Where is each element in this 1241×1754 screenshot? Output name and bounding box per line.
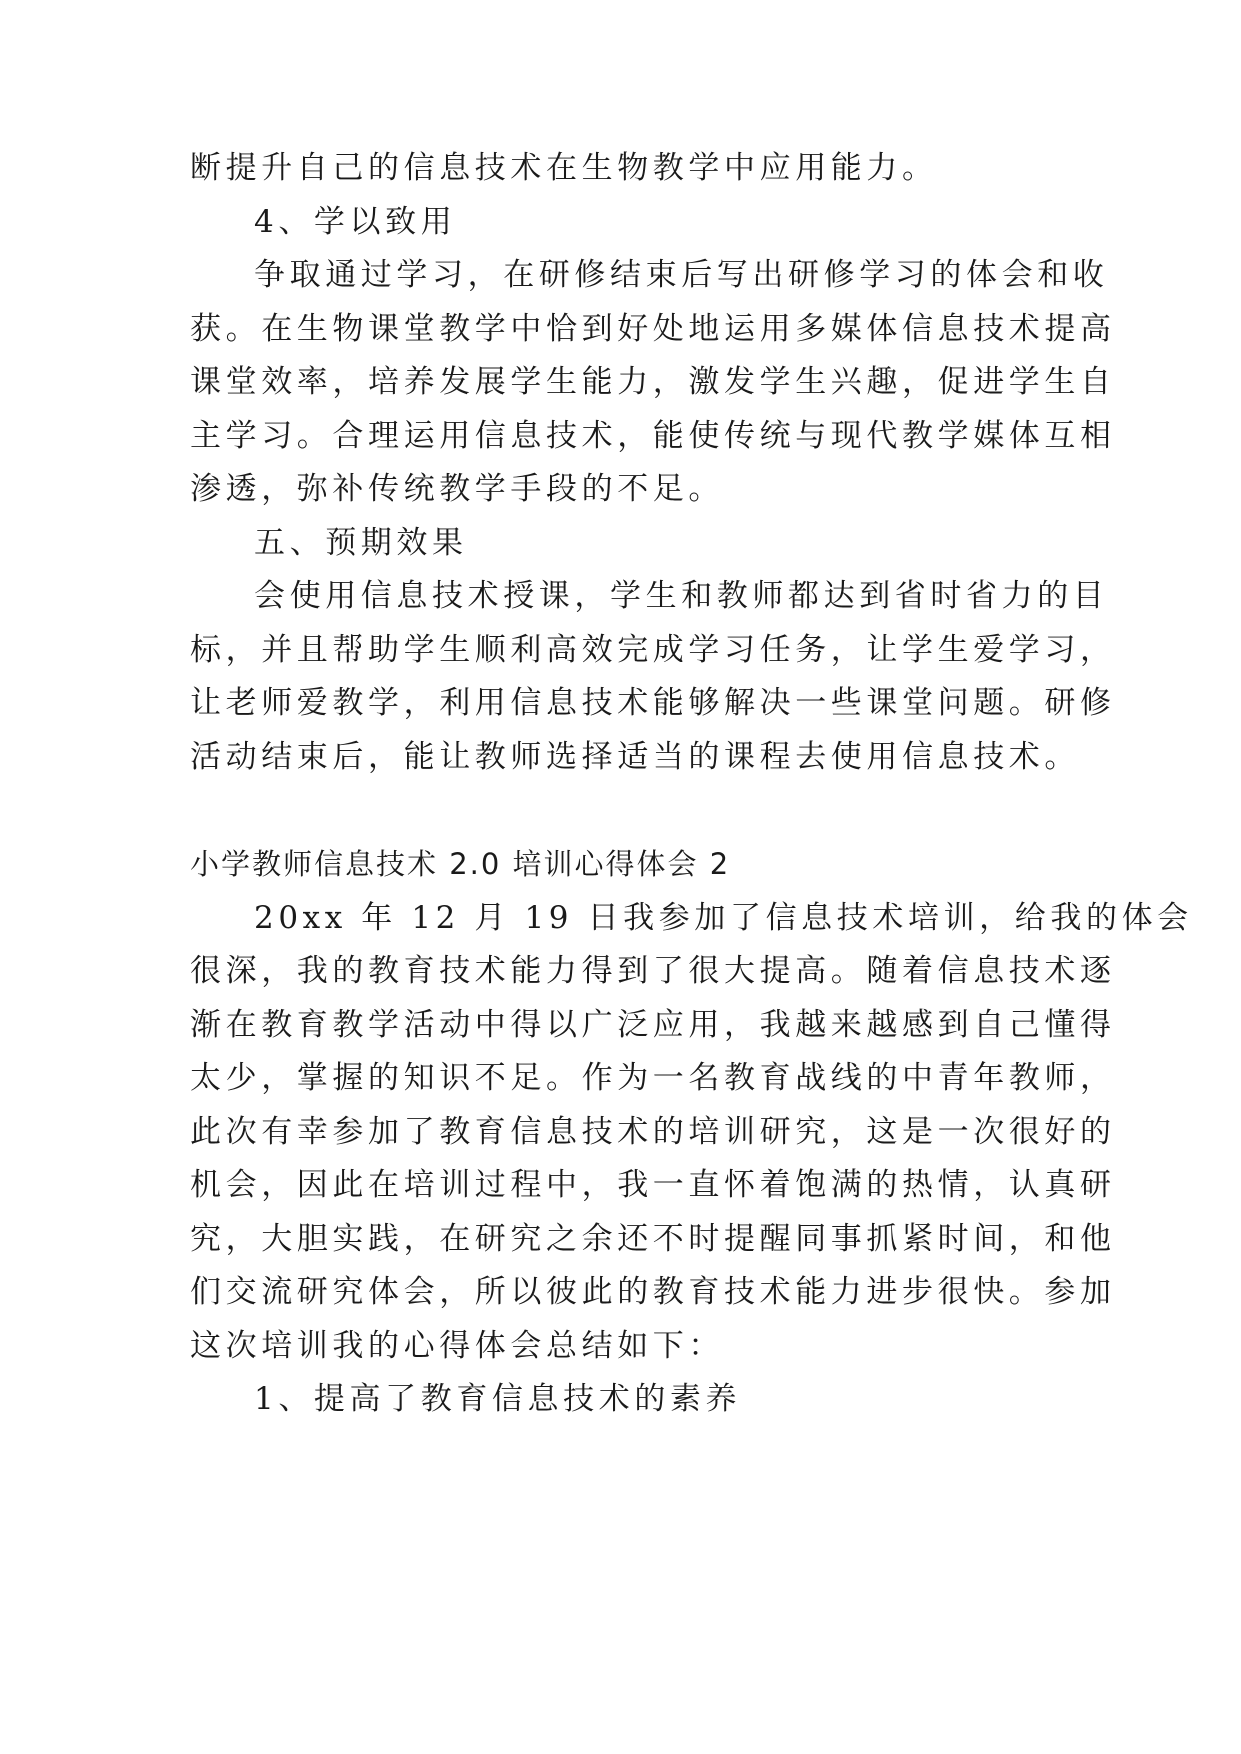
paragraph-line: 这次培训我的心得体会总结如下： xyxy=(190,1328,724,1364)
paragraph-line: 渗透，弥补传统教学手段的不足。 xyxy=(190,471,724,507)
paragraph-line: 此次有幸参加了教育信息技术的培训研究，这是一次很好的 xyxy=(190,1114,1116,1150)
paragraph-line: 究，大胆实践，在研究之余还不时提醒同事抓紧时间，和他 xyxy=(190,1221,1116,1257)
paragraph-line: 20xx 年 12 月 19 日我参加了信息技术培训，给我的体会 xyxy=(254,900,1193,936)
paragraph-line: 让老师爱教学，利用信息技术能够解决一些课堂问题。研修 xyxy=(190,685,1116,721)
paragraph-line: 渐在教育教学活动中得以广泛应用，我越来越感到自己懂得 xyxy=(190,1007,1116,1043)
item-5-heading: 五、预期效果 xyxy=(254,525,468,561)
paragraph-line: 们交流研究体会，所以彼此的教育技术能力进步很快。参加 xyxy=(190,1274,1116,1310)
paragraph-line: 争取通过学习，在研修结束后写出研修学习的体会和收 xyxy=(254,257,1109,293)
paragraph-line: 很深，我的教育技术能力得到了很大提高。随着信息技术逐 xyxy=(190,953,1116,989)
paragraph-line: 课堂效率，培养发展学生能力，激发学生兴趣，促进学生自 xyxy=(190,364,1116,400)
item-4-heading: 4、学以致用 xyxy=(254,204,457,240)
paragraph-line: 活动结束后，能让教师选择适当的课程去使用信息技术。 xyxy=(190,739,1080,775)
paragraph-line: 标，并且帮助学生顺利高效完成学习任务，让学生爱学习， xyxy=(190,632,1116,668)
item-1-heading: 1、提高了教育信息技术的素养 xyxy=(254,1381,742,1417)
paragraph-line: 主学习。合理运用信息技术，能使传统与现代教学媒体互相 xyxy=(190,418,1116,454)
paragraph-line: 机会，因此在培训过程中，我一直怀着饱满的热情，认真研 xyxy=(190,1167,1116,1203)
paragraph-line: 断提升自己的信息技术在生物教学中应用能力。 xyxy=(190,150,938,186)
paragraph-line: 会使用信息技术授课，学生和教师都达到省时省力的目 xyxy=(254,578,1109,614)
paragraph-line: 获。在生物课堂教学中恰到好处地运用多媒体信息技术提高 xyxy=(190,311,1116,347)
paragraph-line: 太少，掌握的知识不足。作为一名教育战线的中青年教师， xyxy=(190,1060,1116,1096)
section-title: 小学教师信息技术 2.0 培训心得体会 2 xyxy=(190,847,731,881)
